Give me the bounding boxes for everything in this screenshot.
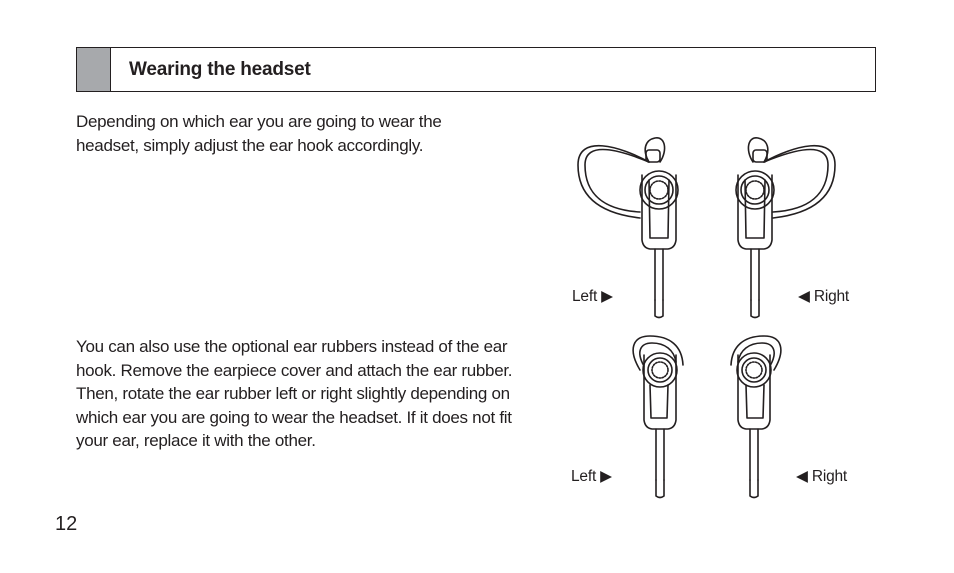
label-right-top: ◀ Right (798, 288, 850, 305)
paragraph-ear-hook: Depending on which ear you are going to wear the headset, simply adjust the ear hook accordingly. (76, 112, 442, 155)
headset-ear-rubber-left (633, 336, 683, 498)
section-title: Wearing the headset (129, 59, 311, 80)
label-left-top: Left ▶ (572, 288, 613, 305)
page-number: 12 (55, 513, 78, 535)
label-left-bottom: Left ▶ (571, 468, 612, 485)
paragraph-ear-rubber: You can also use the optional ear rubbers instead of the ear hook. Remove the earpiece cover and attach the ear rubber. Then, rotate the ear rubber left or right slightly depending on which ear you are going to wear the headset. If it does not fit your ear, replace it with the other. (76, 337, 513, 450)
headset-ear-rubber-right (731, 336, 781, 498)
label-right-bottom: ◀ Right (796, 468, 848, 485)
